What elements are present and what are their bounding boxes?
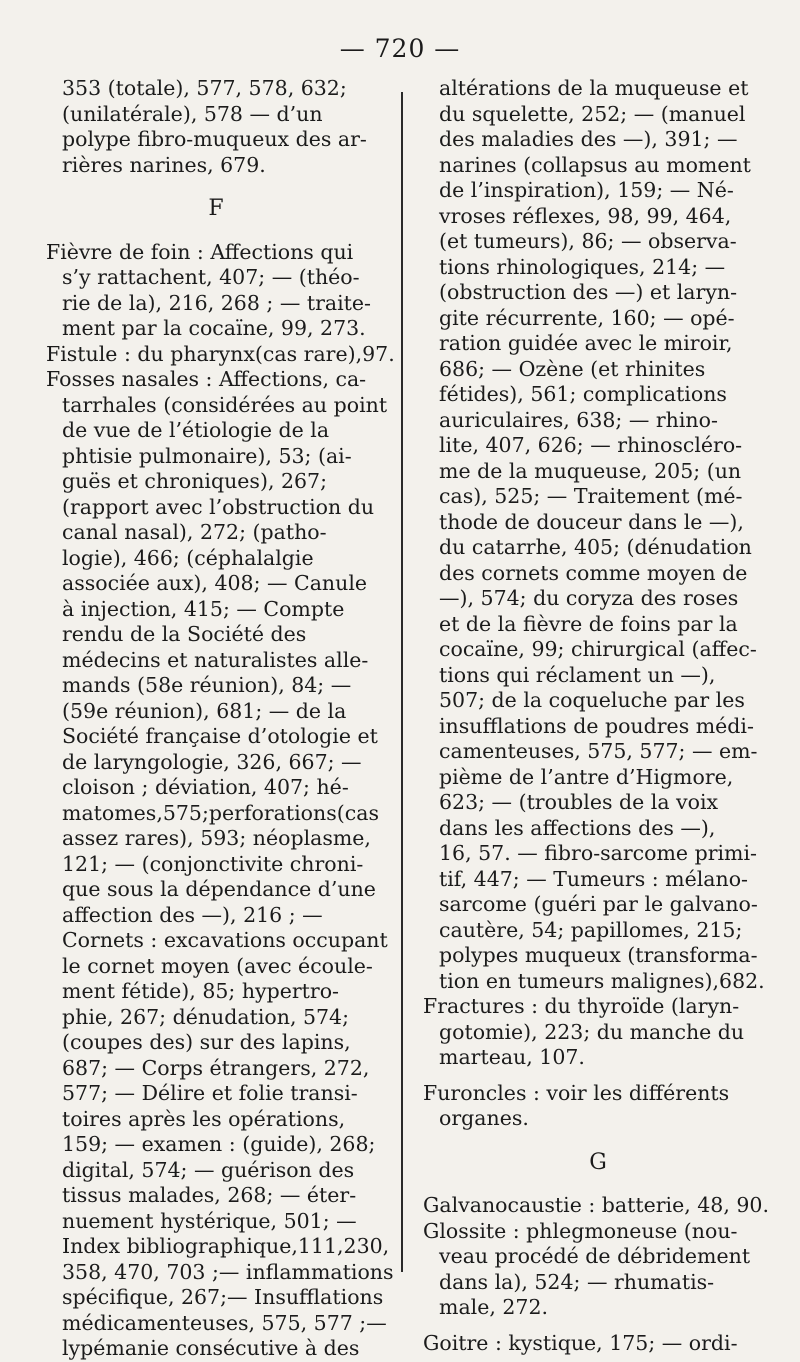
index-line: que sous la dépendance d’une (62, 877, 376, 901)
index-line: cloison ; déviation, 407; hé- (62, 775, 349, 799)
index-line: dans la), 524; — rhumatis- (439, 1269, 715, 1294)
index-line: veau procédé de débridement (439, 1244, 751, 1268)
index-line: tions rhinologiques, 214; — (439, 254, 726, 279)
index-line: lypémanie consécutive à des (62, 1336, 360, 1360)
index-line: cautère, 54; papillomes, 215; (439, 917, 743, 942)
index-line: 687; — Corps étrangers, 272, (62, 1055, 370, 1080)
page-number: — 720 — (339, 34, 461, 63)
index-line: s’y rattachent, 407; — (théo- (62, 265, 360, 289)
index-line: Fosses nasales : Affections, ca- (46, 367, 367, 391)
spacer (423, 1175, 773, 1193)
index-line: Index bibliographique,111,230, (62, 1234, 390, 1258)
index-line: (rapport avec l’obstruction du (62, 494, 375, 519)
index-line: 507; de la coqueluche par les (439, 688, 745, 712)
section-letter: F (208, 196, 224, 221)
index-line: me de la muqueuse, 205; (un (439, 458, 742, 483)
index-line: tarrhales (considérées au point (62, 392, 388, 417)
index-line: rendu de la Société des (62, 622, 307, 646)
index-line: et de la fièvre de foins par la (439, 611, 738, 636)
index-line: phie, 267; dénudation, 574; (62, 1004, 350, 1029)
index-line: mands (58e réunion), 84; — (62, 673, 352, 697)
index-line: logie), 466; (céphalalgie (62, 545, 314, 570)
index-line: thode de douceur dans le —), (439, 509, 744, 534)
index-line: 358, 470, 703 ;— inflammations (62, 1259, 394, 1284)
index-line: cocaïne, 99; chirurgical (affec- (439, 637, 757, 661)
index-line: rie de la), 216, 268 ; — traite- (62, 290, 371, 315)
spacer (46, 222, 386, 240)
index-line: assez rares), 593; néoplasme, (62, 826, 371, 850)
index-line: pième de l’antre d’Higmore, (439, 764, 734, 789)
index-line: 121; — (conjonctivite chroni- (62, 851, 364, 876)
index-line: ment par la cocaïne, 99, 273. (62, 316, 366, 340)
index-line: 577; — Délire et folie transi- (62, 1081, 358, 1105)
index-line: dans les affections des —), (439, 815, 716, 840)
index-column-left (46, 76, 395, 1362)
index-line: à injection, 415; — Compte (62, 596, 345, 621)
index-line: (unilatérale), 578 — d’un (62, 101, 323, 126)
index-line: affection des —), 216 ; — (62, 902, 323, 927)
index-line: Fractures : du thyroïde (laryn- (423, 994, 740, 1018)
index-line: tions qui réclament un —), (439, 662, 716, 687)
index-line: Société française d’otologie et (62, 724, 378, 748)
index-line: 16, 57. — fibro-sarcome primi- (439, 841, 757, 865)
index-line: médecins et naturalistes alle- (62, 647, 369, 672)
index-line: 623; — (troubles de la voix (439, 790, 719, 814)
index-line: altérations de la muqueuse et (439, 76, 749, 100)
index-line: des cornets comme moyen de (439, 560, 748, 585)
spacer (423, 1071, 773, 1081)
index-line: guës et chroniques), 267; (62, 469, 328, 493)
index-line: Galvanocaustie : batterie, 48, 90. (423, 1193, 769, 1217)
index-line: du squelette, 252; — (manuel (439, 101, 746, 126)
index-line: lite, 407, 626; — rhinoscléro- (439, 433, 743, 457)
index-line: associée aux), 408; — Canule (62, 571, 368, 595)
index-line: matomes,575;perforations(cas (62, 800, 379, 825)
index-line: gite récurrente, 160; — opé- (439, 305, 735, 330)
index-line: Fistule : du pharynx(cas rare),97. (46, 341, 395, 366)
spacer (423, 1132, 773, 1150)
spacer (423, 1321, 773, 1331)
index-line: rières narines, 679. (62, 152, 266, 177)
index-line: polypes muqueux (transforma- (439, 943, 758, 967)
section-letter: G (589, 1149, 607, 1175)
index-line: Fièvre de foin : Affections qui (46, 239, 354, 264)
index-line: toires après les opérations, (62, 1106, 346, 1131)
index-line: fétides), 561; complications (439, 382, 727, 406)
index-line: 353 (totale), 577, 578, 632; (62, 76, 347, 100)
index-line: de laryngologie, 326, 667; — (62, 749, 362, 774)
index-line: Goitre : kystique, 175; — ordi- (423, 1330, 738, 1355)
index-line: ment fétide), 85; hypertro- (62, 979, 339, 1003)
index-line: digital, 574; — guérison des (62, 1157, 355, 1182)
index-line: le cornet moyen (avec écoule- (62, 953, 373, 978)
index-line: ration guidée avec le miroir, (439, 331, 733, 355)
index-line: vroses réflexes, 98, 99, 464, (439, 203, 732, 228)
index-line: insufflations de poudres médi- (439, 713, 754, 738)
index-line: spécifique, 267;— Insufflations (62, 1285, 384, 1309)
index-line: (et tumeurs), 86; — observa- (439, 229, 737, 253)
index-line: auriculaires, 638; — rhino- (439, 407, 718, 432)
index-line: canal nasal), 272; (patho- (62, 520, 327, 544)
index-line: Cornets : excavations occupant (62, 928, 388, 952)
index-line: des maladies des —), 391; — (439, 127, 738, 151)
index-line: médicamenteuses, 575, 577 ;— (62, 1310, 387, 1335)
index-line: cas), 525; — Traitement (mé- (439, 484, 743, 508)
index-line: marteau, 107. (439, 1045, 585, 1069)
index-line: de vue de l’étiologie de la (62, 418, 330, 442)
index-line: sarcome (guéri par le galvano- (439, 892, 758, 916)
spacer (46, 178, 386, 196)
index-line: de l’inspiration), 159; — Né- (439, 178, 734, 202)
index-line: Furoncles : voir les différents (423, 1080, 730, 1105)
index-line: nuement hystérique, 501; — (62, 1208, 357, 1233)
index-line: 159; — examen : (guide), 268; (62, 1132, 376, 1156)
index-column-right (423, 76, 773, 1356)
index-line: tion en tumeurs malignes),682. (439, 968, 765, 993)
index-line: phtisie pulmonaire), 53; (ai- (62, 443, 352, 468)
index-line: male, 272. (439, 1295, 549, 1319)
index-line: (59e réunion), 681; — de la (62, 698, 347, 723)
index-line: tissus malades, 268; — éter- (62, 1183, 357, 1207)
index-line: Glossite : phlegmoneuse (nou- (423, 1218, 738, 1243)
index-line: polype fibro-muqueux des ar- (62, 127, 367, 151)
index-line: 686; — Ozène (et rhinites (439, 356, 706, 381)
index-line: du catarrhe, 405; (dénudation (439, 535, 752, 559)
index-line: (obstruction des —) et laryn- (439, 280, 738, 304)
column-divider (401, 92, 403, 1272)
index-line: organes. (439, 1106, 529, 1130)
index-line: gotomie), 223; du manche du (439, 1019, 745, 1044)
index-line: camenteuses, 575, 577; — em- (439, 739, 758, 763)
index-line: (coupes des) sur des lapins, (62, 1030, 351, 1054)
index-line: narines (collapsus au moment (439, 152, 751, 177)
index-line: tif, 447; — Tumeurs : mélano- (439, 866, 748, 891)
index-line: —), 574; du coryza des roses (439, 586, 739, 610)
